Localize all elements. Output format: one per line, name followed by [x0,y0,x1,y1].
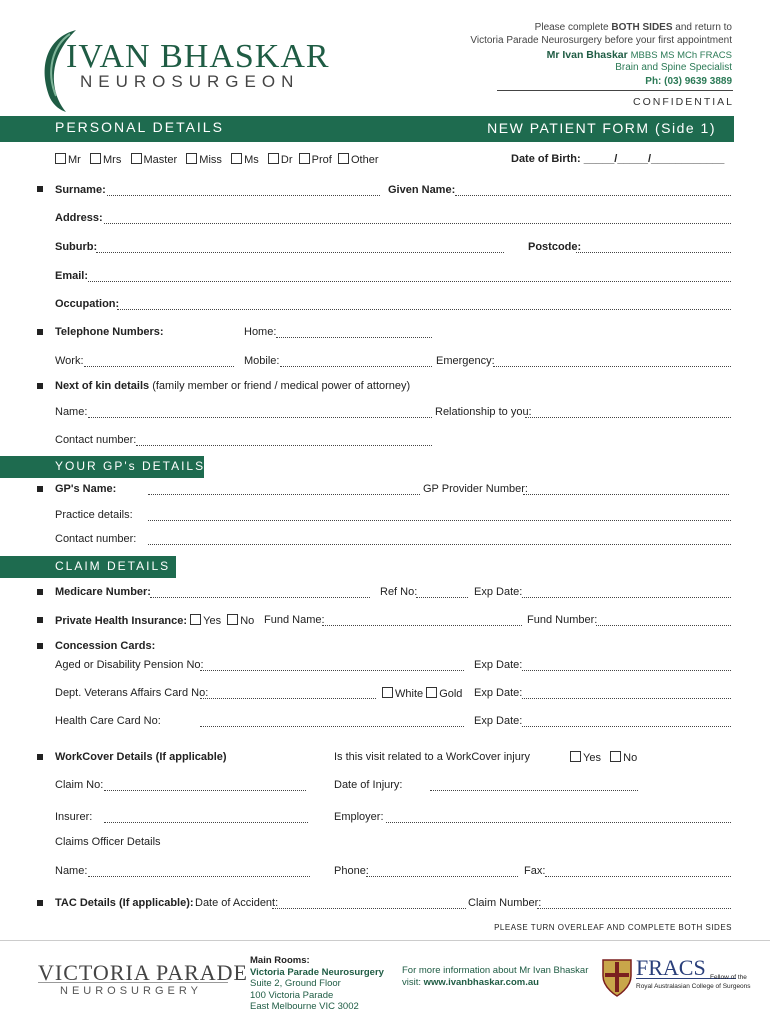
notice-line-1: Please complete BOTH SIDES and return to [534,22,732,33]
checkbox-white[interactable] [382,687,393,698]
officer-name-label: Name: [55,865,88,877]
date-injury-input[interactable] [430,790,638,791]
title-option-other[interactable]: Other [338,154,379,166]
address-label: Address: [55,212,103,224]
surname-input[interactable] [107,195,380,196]
relationship-label: Relationship to you: [435,406,532,418]
work-phone-input[interactable] [84,366,234,367]
medicare-label: Medicare Number: [55,586,151,598]
next-of-kin-heading: Next of kin details (family member or friend / medical power of attorney) [55,380,411,392]
tac-claim-number-input[interactable] [537,908,731,909]
checkbox-miss[interactable] [186,153,197,164]
more-info: For more information about Mr Ivan Bhaskar visit: www.ivanbhaskar.com.au [402,965,589,988]
officer-phone-label: Phone: [334,865,369,877]
medicare-exp-input[interactable] [522,597,731,598]
health-care-label: Health Care Card No: [55,715,161,727]
email-input[interactable] [88,281,731,282]
title-option-master[interactable]: Master [131,154,178,166]
checkbox-dr[interactable] [268,153,279,164]
workcover-options [570,751,637,764]
bullet [37,589,43,595]
health-care-exp-label: Exp Date: [474,715,523,727]
bullet [37,754,43,760]
title-option-prof[interactable]: Prof [299,154,332,166]
date-accident-label: Date of Accident: [195,897,279,909]
gp-provider-label: GP Provider Number: [423,483,528,495]
fracs-fellow-line2: Royal Australasian College of Surgeons [636,983,751,990]
dva-label: Dept. Veterans Affairs Card No: [55,687,209,699]
medicare-input[interactable] [150,597,370,598]
title-option-dr[interactable]: Dr [268,154,293,166]
bullet [37,383,43,389]
specialty: Brain and Spine Specialist [615,62,732,73]
mobile-label: Mobile: [244,355,280,367]
gp-name-input[interactable] [148,494,420,495]
officer-phone-input[interactable] [366,876,518,877]
workcover-no[interactable]: No [610,752,637,764]
email-label: Email: [55,270,89,282]
claim-no-input[interactable] [104,790,306,791]
telephone-label: Telephone Numbers: [55,326,164,338]
bullet [37,900,43,906]
vp-logo-rule [38,982,228,983]
checkbox-no[interactable] [610,751,621,762]
header-divider [497,90,733,91]
title-options [55,153,378,166]
nok-contact-input[interactable] [136,445,432,446]
workcover-label: WorkCover Details (If applicable) [55,751,227,763]
fracs-fellow-line1: Fellow of the [710,974,747,981]
practice-details-input[interactable] [148,520,731,521]
surname-label: Surname: [55,184,106,196]
checkbox-yes[interactable] [570,751,581,762]
checkbox-other[interactable] [338,153,349,164]
date-accident-input[interactable] [272,908,466,909]
aged-pension-label: Aged or Disability Pension No: [55,659,204,671]
ref-no-label: Ref No: [380,586,418,598]
occupation-input[interactable] [117,309,731,310]
officer-name-input[interactable] [88,876,310,877]
dva-exp-input[interactable] [522,698,731,699]
postcode-input[interactable] [576,252,731,253]
gp-provider-input[interactable] [523,494,729,495]
phone-number: Ph: (03) 9639 3889 [645,76,732,87]
nok-name-label: Name: [55,406,88,418]
checkbox-prof[interactable] [299,153,310,164]
form-title: NEW PATIENT FORM (Side 1) [487,120,716,136]
work-phone-label: Work: [55,355,84,367]
employer-input[interactable] [386,822,731,823]
given-name-label: Given Name: [388,184,456,196]
checkbox-yes[interactable] [190,614,201,625]
doctor-name-line: Mr Ivan Bhaskar MBBS MS MCh FRACS [546,49,732,61]
section-title-gp: YOUR GP's DETAILS [55,459,206,473]
date-injury-label: Date of Injury: [334,779,403,791]
gp-name-label: GP's Name: [55,483,117,495]
aged-exp-input[interactable] [522,670,731,671]
checkbox-mr[interactable] [55,153,66,164]
concession-label: Concession Cards: [55,640,156,652]
checkbox-gold[interactable] [426,687,437,698]
bullet [37,617,43,623]
given-name-input[interactable] [455,195,731,196]
tac-claim-number-label: Claim Number: [468,897,542,909]
aged-pension-input[interactable] [200,670,464,671]
suburb-input[interactable] [96,252,504,253]
checkbox-ms[interactable] [231,153,242,164]
gp-contact-label: Contact number: [55,533,137,545]
bullet [37,186,43,192]
gp-contact-input[interactable] [148,544,731,545]
mobile-input[interactable] [280,366,432,367]
title-option-ms[interactable]: Ms [231,154,259,166]
checkbox-no[interactable] [227,614,238,625]
ref-no-input[interactable] [416,597,468,598]
insurer-input[interactable] [104,822,308,823]
turn-over-notice: PLEASE TURN OVERLEAF AND COMPLETE BOTH SIDES [494,923,732,932]
footer-divider [0,940,770,941]
address-input[interactable] [104,223,731,224]
notice-line-2: Victoria Parade Neurosurgery before your first appointment [470,35,732,46]
claim-no-label: Claim No: [55,779,104,791]
bullet [37,486,43,492]
personal-details-bar [0,116,734,142]
practice-details-label: Practice details: [55,509,133,521]
relationship-input[interactable] [525,417,731,418]
confidential-label: CONFIDENTIAL [632,96,734,108]
emergency-label: Emergency: [436,355,495,367]
private-health-no[interactable]: No [227,615,254,627]
insurer-label: Insurer: [55,811,93,823]
bullet [37,329,43,335]
fund-name-label: Fund Name: [264,614,325,626]
private-health-label: Private Health Insurance: [55,615,188,627]
fracs-wordmark: FRACS [636,955,706,980]
nok-name-input[interactable] [88,417,432,418]
brand-name: IVAN BHASKAR [66,38,330,75]
health-care-input[interactable] [200,726,464,727]
private-health-yes[interactable]: Yes [190,615,221,627]
claim-details-bar [0,556,176,578]
emergency-input[interactable] [493,366,731,367]
officer-fax-label: Fax: [524,865,546,877]
section-title-claim: CLAIM DETAILS [55,559,171,573]
private-health-row [55,614,254,627]
fund-number-label: Fund Number: [527,614,598,626]
website-link[interactable]: www.ivanbhaskar.com.au [423,977,539,988]
brand-subtitle: NEUROSURGEON [80,72,300,91]
officer-fax-input[interactable] [545,876,731,877]
aged-exp-label: Exp Date: [474,659,523,671]
date-of-birth-field[interactable]: Date of Birth: _____/_____/____________ [511,153,725,165]
crest-icon [600,956,634,998]
dva-input[interactable] [200,698,376,699]
checkbox-master[interactable] [131,153,142,164]
dva-white[interactable]: White [382,688,423,700]
title-option-mrs[interactable]: Mrs [90,154,121,166]
dva-exp-label: Exp Date: [474,687,523,699]
fund-number-input[interactable] [596,625,731,626]
dva-gold[interactable]: Gold [426,688,462,700]
vp-logo-sub: NEUROSURGERY [60,985,202,997]
gp-details-bar [0,456,204,478]
vp-logo-name: VICTORIA PARADE [38,960,248,985]
workcover-yes[interactable]: Yes [570,752,601,764]
title-option-miss[interactable]: Miss [186,154,222,166]
home-phone-input[interactable] [276,337,432,338]
main-rooms-address: Main Rooms: Victoria Parade Neurosurgery Suite 2, Ground Floor 100 Victoria Parade East Melbourne VIC 3002 [250,955,384,1012]
nok-contact-label: Contact number: [55,434,137,446]
section-title-personal: PERSONAL DETAILS [55,119,224,135]
workcover-question: Is this visit related to a WorkCover injury [334,751,531,763]
bullet [37,643,43,649]
claims-officer-label: Claims Officer Details [55,836,161,848]
home-phone-label: Home: [244,326,277,338]
medicare-exp-label: Exp Date: [474,586,523,598]
occupation-label: Occupation: [55,298,120,310]
tac-label: TAC Details (If applicable): [55,897,194,909]
fund-name-input[interactable] [322,625,522,626]
health-care-exp-input[interactable] [522,726,731,727]
checkbox-mrs[interactable] [90,153,101,164]
title-option-mr[interactable]: Mr [55,154,81,166]
dva-card-type [382,687,462,700]
suburb-label: Suburb: [55,241,98,253]
postcode-label: Postcode: [528,241,582,253]
employer-label: Employer: [334,811,384,823]
